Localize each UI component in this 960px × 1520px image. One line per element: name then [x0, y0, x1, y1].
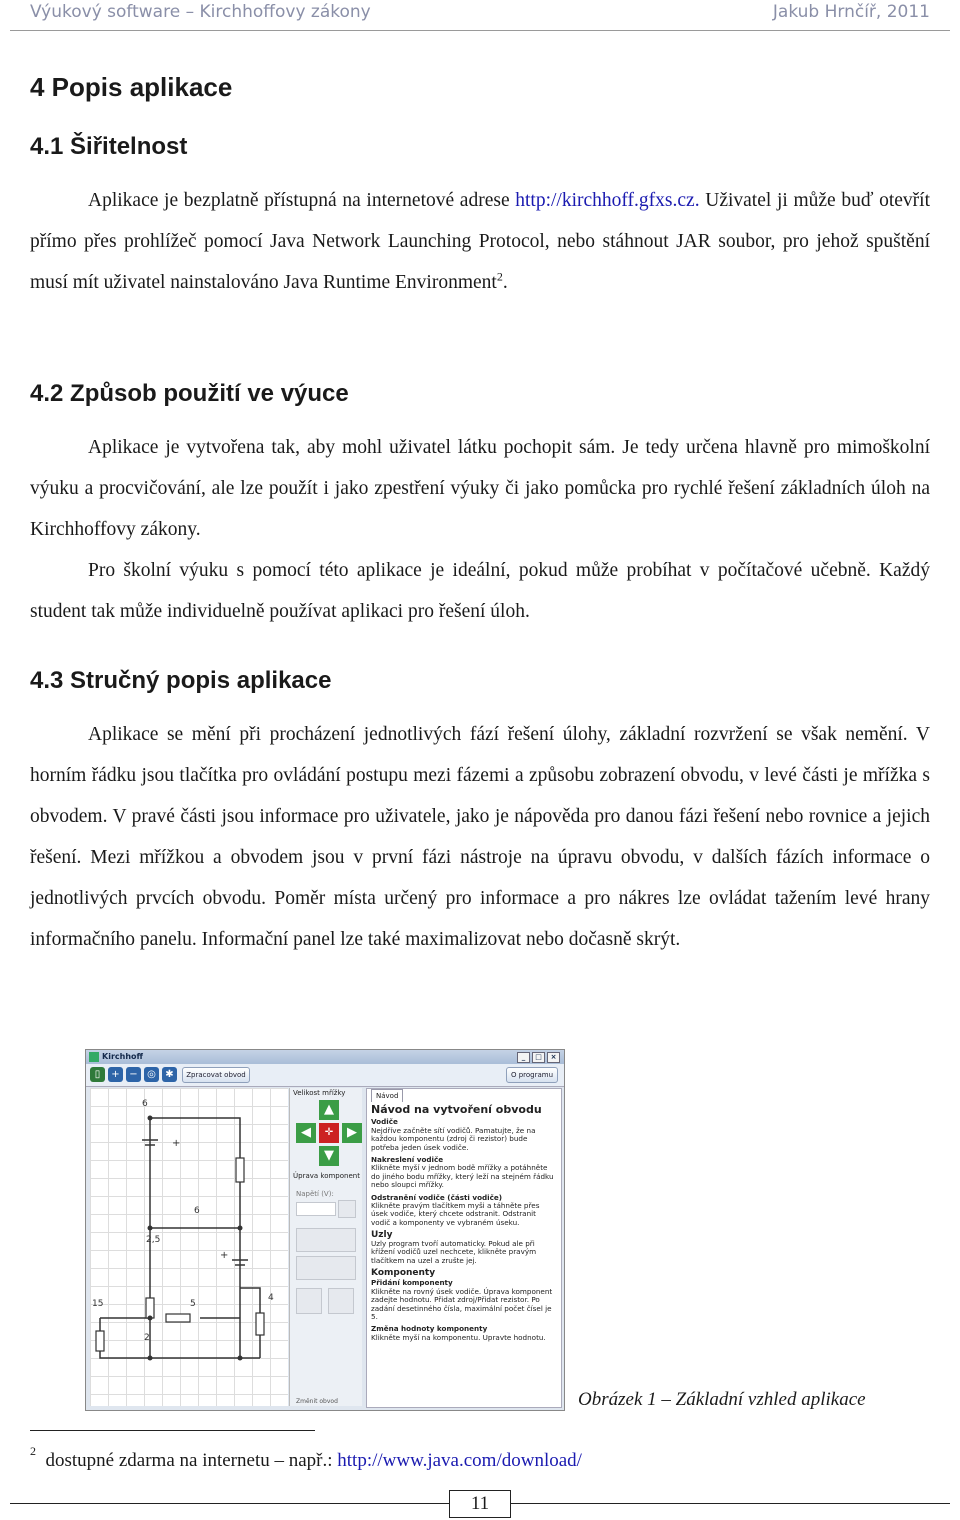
- circuit-label: 15: [92, 1299, 104, 1309]
- para-text: Pro školní výuku s pomocí této aplikace je ideální, pokud může probíhat v počítačové učebně. Každý student tak může individuelně používat aplikaci pro řešení úloh.: [30, 560, 930, 622]
- center-icon[interactable]: ✛: [319, 1123, 339, 1143]
- zoom-in-icon[interactable]: +: [108, 1067, 123, 1082]
- settings-icon[interactable]: ✱: [162, 1067, 177, 1082]
- section-heading-4-2: 4.2 Způsob použití ve výuce: [30, 380, 349, 407]
- circuit-label: 5: [190, 1299, 196, 1309]
- tab-help[interactable]: Návod: [371, 1089, 403, 1102]
- edit-icon[interactable]: [296, 1288, 322, 1314]
- arrow-right-icon[interactable]: ▶: [342, 1123, 362, 1143]
- help-heading: Komponenty: [371, 1267, 436, 1278]
- page-header: [30, 0, 930, 30]
- about-button[interactable]: O programu: [506, 1067, 558, 1083]
- para-text: Uživatel ji může buď otevřít přímo přes prohlížeč pomocí Java Network Launching Protocol, nebo stáhnout JAR soubor, pro jehož spuštění musí mít uživatel nainstalováno Java Runtime Environment: [30, 190, 930, 293]
- help-heading: Nakreslení vodiče: [371, 1155, 444, 1165]
- header-right: Jakub Hrnčíř, 2011: [772, 2, 930, 22]
- maximize-icon[interactable]: □: [532, 1052, 545, 1063]
- circuit-grid[interactable]: [90, 1088, 288, 1406]
- circuit-label: 4: [268, 1293, 274, 1303]
- info-panel: [366, 1088, 562, 1408]
- new-file-icon[interactable]: ▯: [90, 1067, 105, 1082]
- circuit-drawing: [90, 1088, 288, 1406]
- figure-caption: Obrázek 1 – Základní vzhled aplikace: [578, 1389, 866, 1410]
- circuit-label: 2,5: [146, 1235, 161, 1245]
- zoom-fit-icon[interactable]: ◎: [144, 1067, 159, 1082]
- app-icon: [89, 1052, 99, 1062]
- window-title: Kirchhoff: [102, 1052, 143, 1061]
- app-toolbar: [86, 1064, 564, 1087]
- arrow-down-icon[interactable]: ▼: [319, 1146, 339, 1166]
- help-content: [371, 1103, 557, 1403]
- tools-panel: [289, 1088, 362, 1406]
- help-text: Klikněte pravým tlačítkem myši a táhněte přes úsek vodiče, který chcete odstranit. Odstranit vodič a komponenty ve vybraném úseku.: [371, 1201, 540, 1227]
- add-source-button[interactable]: [296, 1228, 356, 1252]
- java-download-link[interactable]: http://www.java.com/download/: [337, 1450, 582, 1471]
- footnote: [30, 1443, 582, 1472]
- help-text: Klikněte myší na komponentu. Upravte hodnotu.: [371, 1332, 546, 1342]
- circuit-label: 6: [142, 1099, 148, 1109]
- minimize-icon[interactable]: _: [517, 1052, 530, 1063]
- process-circuit-button[interactable]: Zpracovat obvod: [182, 1067, 250, 1083]
- header-divider: [10, 30, 950, 31]
- help-title: Návod na vytvoření obvodu: [371, 1103, 542, 1116]
- help-heading: Vodiče: [371, 1117, 398, 1127]
- change-circuit-label: Změnit obvod: [296, 1398, 338, 1405]
- circuit-plus-sign: +: [220, 1250, 229, 1261]
- zoom-out-icon[interactable]: −: [126, 1067, 141, 1082]
- circuit-label: 2: [144, 1333, 150, 1343]
- footnote-ref[interactable]: 2: [496, 269, 503, 284]
- help-heading: Přidání komponenty: [371, 1278, 453, 1288]
- grid-size-label: Velikost mřížky: [293, 1089, 346, 1097]
- help-text: Nejdříve začněte sítí vodičů. Pamatujte, že na každou komponentu (zdroj či rezistor) bude potřeba jeden úsek vodiče.: [371, 1125, 536, 1152]
- chapter-heading: 4 Popis aplikace: [30, 72, 233, 102]
- help-text: Klikněte na rovný úsek vodiče. Úprava komponent zadejte hodnotu. Přidat zdroj/Přidat rezistor. Po zadání desetinného čísla, maximální počet čísel je 5.: [371, 1286, 553, 1321]
- paragraph-popis: [30, 714, 930, 960]
- add-resistor-button[interactable]: [296, 1256, 356, 1280]
- app-screenshot: [85, 1049, 565, 1411]
- app-url-link[interactable]: http://kirchhoff.gfxs.cz.: [515, 190, 700, 211]
- page-number: 11: [449, 1490, 511, 1518]
- header-left: Výukový software – Kirchhoffovy zákony: [30, 2, 371, 22]
- footnote-divider: [30, 1430, 315, 1431]
- help-heading: Odstranění vodiče (části vodiče): [371, 1192, 503, 1202]
- section-heading-4-1: 4.1 Šiřitelnost: [30, 133, 188, 160]
- paragraph-pouziti-1: [30, 427, 930, 550]
- footnote-number: 2: [30, 1443, 36, 1458]
- delete-icon[interactable]: [328, 1288, 354, 1314]
- para-text: Aplikace je vytvořena tak, aby mohl uživatel látku pochopit sám. Je tedy určena hlavně pro mimoškolní výuku a procvičování, ale lze použít i jako zpestření výuky či jako pomůcka pro rychlé řešení základních úloh na Kirchhoffovy zákony.: [30, 437, 930, 540]
- help-text: Klikněte myší v jednom bodě mřížky a potáhněte do jiného bodu mřížky, který leží na stejném řádku nebo sloupci mřížky.: [371, 1163, 554, 1190]
- window-titlebar: [86, 1050, 564, 1064]
- paragraph-pouziti-2: [30, 550, 930, 632]
- para-text: .: [502, 272, 508, 293]
- para-text: Aplikace je bezplatně přístupná na internetové adrese: [88, 190, 516, 211]
- help-heading: Změna hodnoty komponenty: [371, 1324, 488, 1334]
- paragraph-sirelnost: [30, 180, 930, 303]
- circuit-plus-sign: +: [172, 1138, 181, 1149]
- section-heading-4-3: 4.3 Stručný popis aplikace: [30, 667, 332, 694]
- circuit-label: 6: [194, 1206, 200, 1216]
- footnote-text: dostupné zdarma na internetu – např.:: [45, 1450, 338, 1471]
- edit-components-label: Úprava komponent: [293, 1172, 360, 1180]
- help-heading: Uzly: [371, 1230, 393, 1241]
- help-text: Uzly program tvoří automaticky. Pokud ale při křížení vodičů uzel nechcete, klikněte pravým tlačítkem na uzel a zrušte jej.: [371, 1238, 537, 1265]
- arrow-left-icon[interactable]: ◀: [296, 1123, 316, 1143]
- voltage-label: Napětí (V):: [296, 1190, 334, 1198]
- voltage-input[interactable]: [296, 1202, 336, 1216]
- para-text: Aplikace se mění při procházení jednotlivých fází řešení úlohy, základní rozvržení se však nemění. V horním řádku jsou tlačítka pro ovládání postupu mezi fázemi a způsobu zobrazení obvodu, v levé části je mřížka s obvodem. V pravé části jsou informace pro uživatele, jako je nápověda pro danou fázi řešení nebo rovnice a jejich řešení. Mezi mřížkou a obvodem jsou v první fázi nástroje na úpravu obvodu, v dalších fázích informace o jednotlivých prvcích obvodu. Poměr místa určený pro informace a pro nákres lze ovládat tažením levé hrany informačního panelu. Informační panel lze také maximalizovat nebo dočasně skrýt.: [30, 724, 930, 950]
- confirm-icon[interactable]: [338, 1200, 356, 1218]
- close-icon[interactable]: ×: [547, 1052, 560, 1063]
- arrow-up-icon[interactable]: ▲: [319, 1100, 339, 1120]
